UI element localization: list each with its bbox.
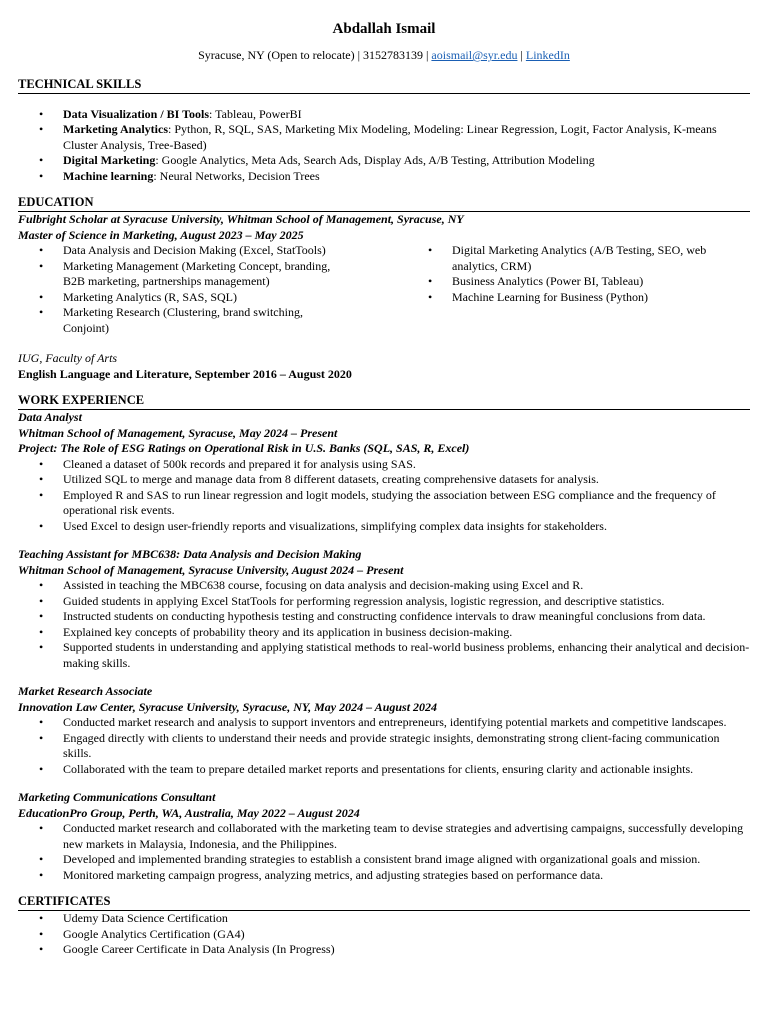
job-bullet: • Conducted market research and collaborated with the marketing team to devise strategies and advertising campaigns, successfully developing new markets in Malaysia, Indonesia, and the Philippines.	[18, 821, 750, 852]
job-bullet: • Instructed students on conducting hypothesis testing and constructing confidence intervals to draw meaningful conclusions from data.	[18, 609, 750, 625]
job-bullet: • Utilized SQL to merge and manage data from 8 different datasets, creating comprehensive datasets for analysis.	[18, 472, 750, 488]
job-org: EducationPro Group, Perth, WA, Australia, May 2022 – August 2024	[18, 805, 360, 820]
education-degree: Master of Science in Marketing, August 2023 – May 2025	[18, 227, 304, 242]
job-bullet: • Used Excel to design user-friendly reports and visualizations, simplifying complex data insights for stakeholders.	[18, 519, 750, 535]
contact-separator: |	[517, 48, 526, 62]
job-bullets	[18, 821, 750, 883]
education-school: Fulbright Scholar at Syracuse University, Whitman School of Management, Syracuse, NY	[18, 212, 464, 226]
course-item: • Business Analytics (Power BI, Tableau)	[407, 274, 750, 290]
job-title: Data Analyst	[18, 410, 82, 424]
skill-label: Marketing Analytics	[63, 122, 168, 136]
coursework-right	[407, 243, 750, 336]
certificate-item: • Google Career Certificate in Data Analysis (In Progress)	[18, 942, 750, 958]
job-bullet: • Collaborated with the team to prepare detailed market reports and presentations for clients, ensuring clarity and actionable insights.	[18, 762, 750, 778]
section-title-skills: TECHNICAL SKILLS	[18, 76, 750, 94]
job-title: Teaching Assistant for MBC638: Data Analysis and Decision Making	[18, 547, 362, 561]
job-bullet: • Guided students in applying Excel StatTools for performing regression analysis, logistic regression, and descriptive statistics.	[18, 594, 750, 610]
course-item: • Data Analysis and Decision Making (Excel, StatTools)	[18, 243, 407, 259]
course-item: • Marketing Research (Clustering, brand switching, Conjoint)	[18, 305, 407, 336]
email-link[interactable]: aoismail@syr.edu	[431, 48, 518, 62]
section-title-certificates: CERTIFICATES	[18, 893, 750, 911]
job-title: Marketing Communications Consultant	[18, 790, 216, 804]
education-degree: English Language and Literature, September 2016 – August 2020	[18, 366, 352, 381]
job-bullet: • Employed R and SAS to run linear regression and logit models, studying the association between ESG compliance and the frequency of operational risk events.	[18, 488, 750, 519]
linkedin-link[interactable]: LinkedIn	[525, 48, 570, 62]
job-bullet: • Engaged directly with clients to understand their needs and provide strategic insights, demonstrating strong client-facing communication skills.	[18, 731, 750, 762]
skill-label: Digital Marketing	[63, 153, 156, 167]
section-title-education: EDUCATION	[18, 194, 750, 212]
course-item: • Marketing Analytics (R, SAS, SQL)	[18, 290, 407, 306]
skill-text: : Python, R, SQL, SAS, Marketing Mix Modeling, Modeling: Linear Regression, Logit, Factor Analysis, K-means Cluster Analysis, Tree-Based)	[63, 122, 717, 152]
job-org: Whitman School of Management, Syracuse University, August 2024 – Present	[18, 562, 404, 577]
job-bullet: • Conducted market research and analysis to support inventors and entrepreneurs, identifying potential markets and competitive landscapes.	[18, 715, 750, 731]
skill-item	[18, 107, 750, 123]
skill-item	[18, 169, 750, 185]
job-project: Project: The Role of ESG Ratings on Operational Risk in U.S. Banks (SQL, SAS, R, Excel)	[18, 441, 470, 455]
job-bullet: • Developed and implemented branding strategies to establish a consistent brand image aligned with organizational goals and mission.	[18, 852, 750, 868]
job-org: Whitman School of Management, Syracuse, May 2024 – Present	[18, 425, 338, 440]
skills-list	[18, 107, 750, 185]
job-bullet: • Explained key concepts of probability theory and its application in business decision-making.	[18, 625, 750, 641]
course-item: • Machine Learning for Business (Python)	[407, 290, 750, 306]
candidate-name: Abdallah Ismail	[332, 21, 436, 37]
skill-item	[18, 122, 750, 153]
education-school: IUG, Faculty of Arts	[18, 351, 118, 365]
contact-text: Syracuse, NY (Open to relocate) | 3152783139 |	[198, 48, 432, 62]
job-bullet: • Monitored marketing campaign progress, analyzing metrics, and adjusting strategies based on performance data.	[18, 868, 750, 884]
spacer	[18, 671, 750, 684]
course-item: • Digital Marketing Analytics (A/B Testing, SEO, web analytics, CRM)	[407, 243, 750, 274]
skill-label: Data Visualization / BI Tools	[63, 106, 210, 121]
job-bullets	[18, 578, 750, 671]
certificates-list	[18, 911, 750, 958]
spacer	[18, 777, 750, 790]
skill-item	[18, 153, 750, 169]
spacer	[18, 534, 750, 547]
section-title-work: WORK EXPERIENCE	[18, 392, 750, 410]
skill-text: : Google Analytics, Meta Ads, Search Ads, Display Ads, A/B Testing, Attribution Modeling	[155, 153, 595, 167]
certificate-item: • Google Analytics Certification (GA4)	[18, 927, 750, 943]
coursework	[18, 243, 750, 336]
job-bullet: • Assisted in teaching the MBC638 course, focusing on data analysis and decision-making using Excel and R.	[18, 578, 750, 594]
job-bullet: • Cleaned a dataset of 500k records and prepared it for analysis using SAS.	[18, 457, 750, 473]
skill-text: : Neural Networks, Decision Trees	[153, 168, 320, 183]
skill-label: Machine learning	[63, 168, 154, 183]
job-org: Innovation Law Center, Syracuse University, Syracuse, NY, May 2024 – August 2024	[18, 699, 438, 714]
contact-line	[18, 48, 750, 64]
spacer	[18, 336, 750, 351]
job-bullets	[18, 715, 750, 777]
job-bullet: • Supported students in understanding and applying statistical methods to real-world business problems, enhancing their analytical and decision-making skills.	[18, 640, 750, 671]
job-title: Market Research Associate	[18, 684, 153, 698]
certificate-item: • Udemy Data Science Certification	[18, 911, 750, 927]
coursework-left	[18, 243, 407, 336]
skill-text: : Tableau, PowerBI	[209, 106, 302, 121]
course-item: • Marketing Management (Marketing Concept, branding, B2B marketing, partnerships management)	[18, 259, 407, 290]
job-bullets	[18, 457, 750, 535]
